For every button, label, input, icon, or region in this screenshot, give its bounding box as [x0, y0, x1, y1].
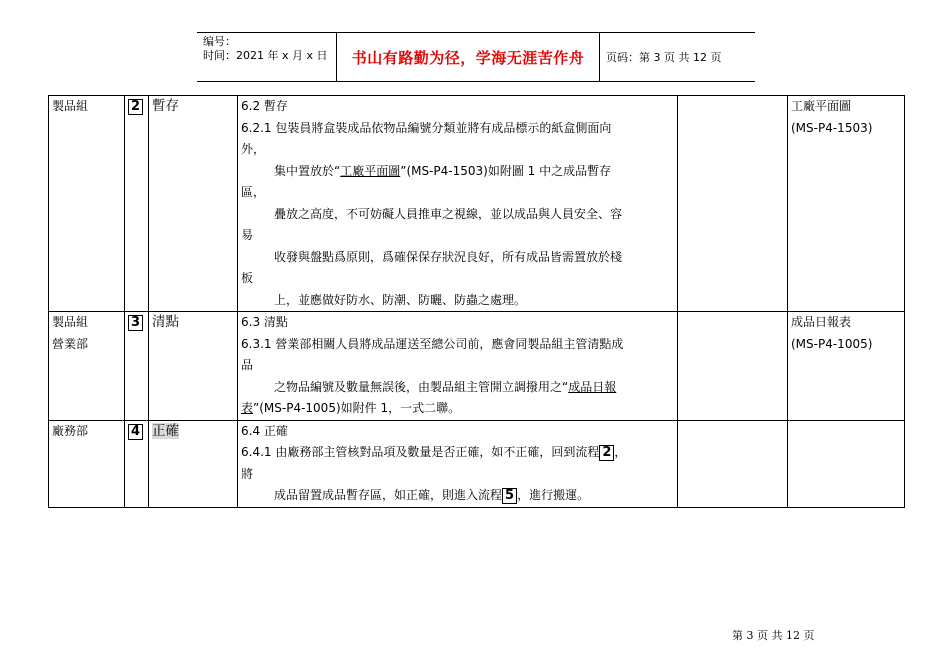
- document-number-label: 编号：: [203, 35, 236, 48]
- dept-cell: [49, 312, 125, 421]
- step-number: 2: [128, 99, 143, 115]
- description-line: 疊放之高度，不可妨礙人員推車之視線，並以成品與人員安全、容: [274, 206, 623, 221]
- header-page-cell: [600, 33, 755, 81]
- description-line: 上，並應做好防水、防潮、防曬、防蟲之處理。: [274, 292, 527, 307]
- text-fragment: ”(MS-P4-1503)如附圖 1 中之成品暫存: [400, 163, 612, 178]
- dept-name: 製品組: [52, 315, 89, 329]
- document-header: [197, 32, 755, 82]
- step-number-cell: [125, 96, 149, 312]
- table-row: [49, 312, 905, 421]
- description-cell: [238, 312, 678, 421]
- dept-name: 製品組: [52, 99, 89, 113]
- dept-cell: [49, 420, 125, 507]
- procedure-table: [48, 95, 905, 508]
- description-line: [241, 442, 674, 464]
- description-line: 板: [241, 271, 254, 285]
- step-number: 4: [128, 424, 143, 440]
- blank-cell: [678, 420, 788, 507]
- task-cell: [149, 420, 238, 507]
- reference-form-code: (MS-P4-1503): [791, 120, 873, 135]
- text-fragment: 成品留置成品暫存區，如正確，則進入流程: [274, 488, 503, 502]
- description-line: 將: [241, 466, 254, 481]
- reference-cell: [788, 96, 905, 312]
- document-time-label: 时间：2021 年 x 月 x 日: [203, 49, 328, 62]
- description-line: 區，: [241, 185, 266, 199]
- flow-step-reference: 5: [502, 488, 517, 504]
- form-reference-link[interactable]: 成品日報: [568, 379, 617, 394]
- description-line: [241, 161, 674, 183]
- reference-cell: [788, 312, 905, 421]
- description-line: 品: [241, 358, 254, 372]
- text-fragment: 集中置放於“: [274, 163, 341, 178]
- form-reference-link[interactable]: 表: [241, 401, 254, 415]
- task-name: 清點: [152, 314, 179, 330]
- text-fragment: ，進行搬運。: [517, 488, 590, 502]
- flow-step-reference: 2: [599, 445, 614, 461]
- step-title: 6.3 清點: [241, 315, 288, 329]
- description-line: [241, 377, 674, 399]
- task-cell: [149, 312, 238, 421]
- blank-cell: [678, 312, 788, 421]
- step-title: 6.4 正確: [241, 423, 288, 438]
- description-line: 6.2.1 包裝員將盒裝成品依物品編號分類並將有成品標示的紙盒側面向: [241, 120, 612, 135]
- description-cell: [238, 420, 678, 507]
- header-motto-cell: [337, 33, 600, 81]
- description-cell: [238, 96, 678, 312]
- step-number: 3: [128, 315, 143, 331]
- step-number-cell: [125, 420, 149, 507]
- text-fragment: 之物品編號及數量無誤後，由製品組主管開立調撥用之“: [274, 379, 569, 394]
- description-line: 外，: [241, 142, 266, 156]
- description-line: 收發與盤點爲原則，爲確保保存狀況良好，所有成品皆需置放於棧: [274, 249, 623, 264]
- dept-name: 營業部: [52, 336, 89, 351]
- blank-cell: [678, 96, 788, 312]
- description-line: [241, 485, 674, 507]
- reference-form-name: 成品日報表: [791, 315, 852, 329]
- header-meta: [197, 33, 337, 81]
- description-line: 6.3.1 營業部相關人員將成品運送至總公司前，應會同製品組主管清點成: [241, 336, 624, 351]
- table-row: [49, 96, 905, 312]
- dept-name: 廠務部: [52, 423, 89, 438]
- header-motto: 书山有路勤为径，学海无涯苦作舟: [351, 48, 585, 67]
- task-cell: [149, 96, 238, 312]
- task-name: 暫存: [152, 98, 179, 114]
- description-line: [241, 398, 674, 420]
- form-reference-link[interactable]: 工廠平面圖: [340, 163, 401, 178]
- task-name: 正確: [152, 422, 179, 439]
- step-number-cell: [125, 312, 149, 421]
- reference-cell: [788, 420, 905, 507]
- reference-form-name: 工廠平面圖: [791, 99, 852, 113]
- text-fragment: 6.4.1 由廠務部主管核對品項及數量是否正確，如不正確，回到流程: [241, 445, 600, 459]
- description-line: 易: [241, 228, 254, 242]
- header-page-label: 页码：第 3 页 共 12 页: [606, 51, 722, 64]
- table-row: [49, 420, 905, 507]
- dept-cell: [49, 96, 125, 312]
- page-footer: 第 3 页 共 12 页: [732, 629, 815, 642]
- reference-form-code: (MS-P4-1005): [791, 336, 873, 351]
- text-fragment: ”(MS-P4-1005)如附件 1，一式二聯。: [253, 401, 461, 415]
- step-title: 6.2 暫存: [241, 99, 288, 113]
- text-fragment: ，: [614, 445, 627, 459]
